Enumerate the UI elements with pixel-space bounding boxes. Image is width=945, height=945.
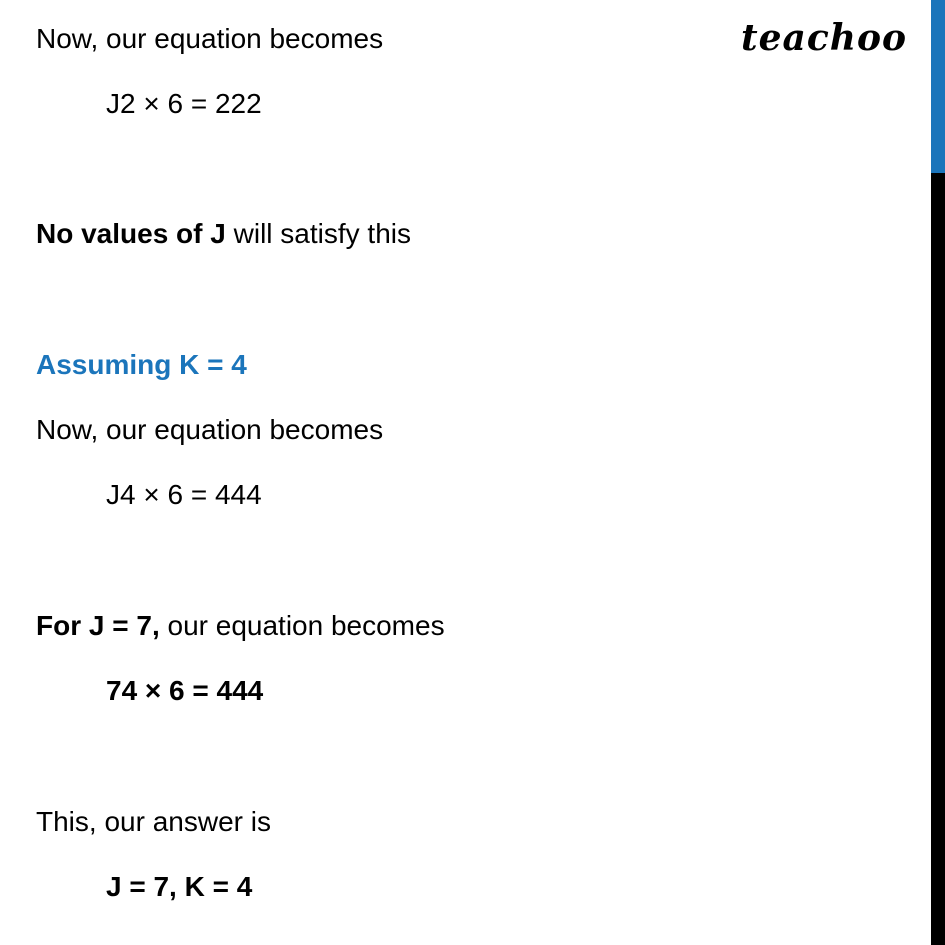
no-values-bold: No values of J [36, 218, 226, 249]
teachoo-logo: teachoo [741, 17, 907, 59]
equation-74: 74 × 6 = 444 [106, 675, 264, 706]
for-j-rest: our equation becomes [159, 610, 445, 641]
scrollbar-thumb[interactable] [931, 0, 945, 173]
equation-j2: J2 × 6 = 222 [106, 88, 262, 119]
no-values-rest: will satisfy this [225, 218, 411, 249]
no-values-statement [36, 217, 411, 251]
intro-text-2: Now, our equation becomes [36, 414, 384, 445]
for-j-statement [36, 609, 445, 643]
scrollbar-track[interactable] [931, 0, 945, 945]
intro-text-1: Now, our equation becomes [36, 23, 384, 54]
answer-intro: This, our answer is [36, 806, 271, 837]
assumption-heading: Assuming K = 4 [36, 349, 247, 380]
final-answer: J = 7, K = 4 [106, 871, 253, 902]
equation-j4: J4 × 6 = 444 [106, 479, 262, 510]
for-j-bold: For J = 7, [36, 610, 160, 641]
